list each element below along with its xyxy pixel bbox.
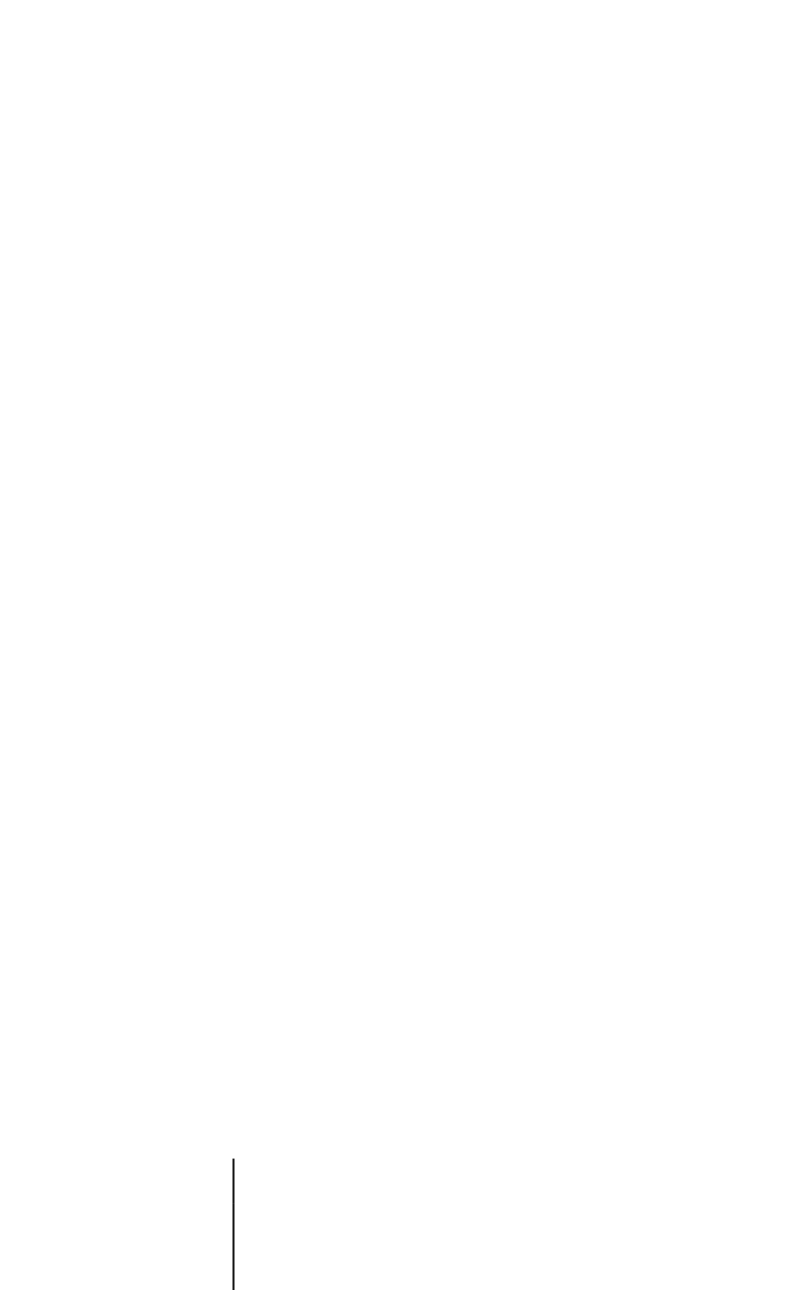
header-row-subcolumns [233, 203, 234, 1290]
illness-table [233, 203, 614, 1290]
table-body [234, 203, 613, 1290]
illness-table-region [233, 203, 613, 1290]
table-title-block [82, 320, 242, 920]
header-cases-examined [233, 1159, 234, 1204]
